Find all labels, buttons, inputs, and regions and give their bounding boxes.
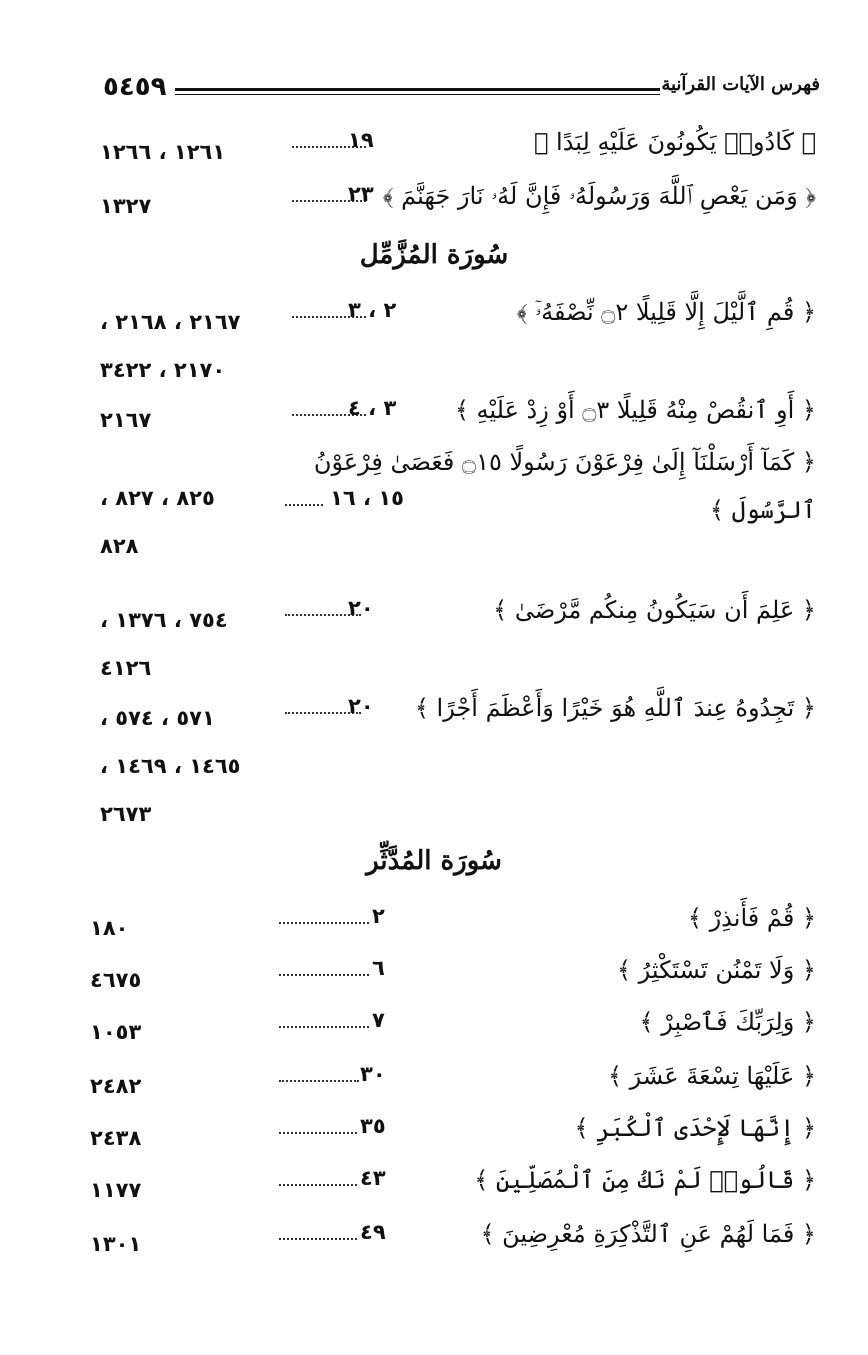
index-entry (0, 1008, 868, 1048)
verse-text: ﴿ قُمْ فَأَنذِرْ ﴾ (687, 904, 816, 932)
verse-text: ﴿ تَجِدُوهُ عِندَ ٱللَّهِ هُوَ خَيْرًا وَأَعْظَمَ أَجْرًا ﴾ (414, 694, 816, 722)
index-entry (0, 904, 868, 944)
ayah-number: ٣٥ (360, 1114, 386, 1138)
index-entry (0, 298, 868, 382)
ayah-number: ٢٠ (348, 596, 374, 620)
page-ref-line: ١٣٢٧ (100, 194, 152, 218)
page-refs (100, 396, 274, 444)
index-entry (0, 128, 868, 168)
header-title: فهرس الآيات القرآنية (661, 74, 820, 95)
ayah-number: ٣٠ (360, 1062, 386, 1086)
page-refs (100, 694, 274, 838)
page-refs (90, 1166, 264, 1214)
page-ref-line: ١٠٥٣ (90, 1020, 142, 1044)
ayah-number: ٢٠ (348, 694, 374, 718)
verse-text-continued: ٱلرَّسُولَ ﴾ (709, 496, 816, 524)
surah-heading: سُورَة المُدَّثِّر (366, 846, 502, 876)
index-entry (0, 1062, 868, 1102)
page-refs (100, 596, 274, 692)
surah-heading: سُورَة المُزَّمِّل (359, 240, 509, 270)
ayah-number: ٦ (372, 956, 385, 980)
verse-text: ﴿ وَلِرَبِّكَ فَٱصْبِرْ ﴾ (639, 1008, 816, 1036)
ayah-number: ٧ (372, 1008, 385, 1032)
verse-text: ﴿ قَالُوا۟ لَمْ نَكُ مِنَ ٱلْمُصَلِّينَ ﴾ (474, 1166, 816, 1194)
page-ref-line: ٤٦٧٥ (90, 968, 142, 992)
verse-text: ﴿ أَوِ ٱنقُصْ مِنْهُ قَلِيلًا ۝٣ أَوْ زِدْ عَلَيْهِ ﴾ (454, 396, 816, 424)
page-header (95, 72, 820, 106)
verse-text: ﴿ عَلَيْهَا تِسْعَةَ عَشَرَ ﴾ (607, 1062, 816, 1090)
page-ref-line: ٢١٦٧ (100, 408, 152, 432)
page-refs (90, 1114, 264, 1162)
dot-leader (279, 922, 369, 924)
index-entry (0, 596, 868, 680)
page-ref-line: ٥٧١ ، ٥٧٤ ، (100, 706, 215, 730)
page-refs (90, 904, 264, 952)
ayah-number: ١٥ ، ١٦ (330, 486, 404, 510)
ayah-number: ٢ ، ٣ (348, 298, 397, 322)
verse-text: ﴿ كَادُوا۟ يَكُونُونَ عَلَيْهِ لِبَدًا ﴾ (534, 128, 816, 156)
page-refs (90, 1220, 264, 1268)
index-entry (0, 1220, 868, 1260)
page-refs (90, 1008, 264, 1056)
index-entry (0, 956, 868, 996)
ayah-number: ٢ (372, 904, 385, 928)
page-ref-line: ١٨٠ (90, 916, 129, 940)
header-rule (175, 88, 660, 95)
dot-leader (279, 1026, 369, 1028)
verse-text: ﴿ فَمَا لَهُمْ عَنِ ٱلتَّذْكِرَةِ مُعْرِضِينَ ﴾ (480, 1220, 816, 1248)
ayah-number: ٢٣ (348, 182, 374, 206)
index-entry (0, 448, 868, 568)
page-ref-line: ١٤٦٥ ، ١٤٦٩ ، (100, 754, 241, 778)
page-refs (100, 128, 274, 176)
page-ref-line: ١٣٠١ (90, 1232, 142, 1256)
page-ref-line: ٢٦٧٣ (100, 802, 152, 826)
index-entry (0, 396, 868, 436)
ayah-number: ٤٣ (360, 1166, 386, 1190)
verse-text: ﴿ قُمِ ٱلَّيْلَ إِلَّا قَلِيلًا ۝٢ نِّصْفَهُۥٓ ﴾ (516, 298, 816, 326)
verse-text: ﴿ وَمَن يَعْصِ ٱللَّهَ وَرَسُولَهُۥ فَإِنَّ لَهُۥ نَارَ جَهَنَّمَ ﴾ (382, 182, 816, 210)
dot-leader (279, 1132, 357, 1134)
page-ref-line: ٢١٦٧ ، ٢١٦٨ ، (100, 310, 241, 334)
ayah-number: ١٩ (348, 128, 374, 152)
verse-text: ﴿ كَمَآ أَرْسَلْنَآ إِلَىٰ فِرْعَوْنَ رَسُولًا ۝١٥ فَعَصَىٰ فِرْعَوْنُ (313, 448, 816, 476)
page-ref-line: ٨٢٨ (100, 534, 139, 558)
dot-leader (285, 504, 323, 506)
index-entry (0, 1114, 868, 1154)
verse-text: ﴿ عَلِمَ أَن سَيَكُونُ مِنكُم مَّرْضَىٰ ﴾ (493, 596, 816, 624)
page-ref-line: ٢٤٨٢ (90, 1074, 142, 1098)
page-ref-line: ٢١٧٠ ، ٣٤٢٢ (100, 358, 226, 382)
dot-leader (279, 1238, 357, 1240)
page-refs (100, 182, 274, 230)
page-refs (90, 956, 264, 1004)
verse-text: ﴿ إِنَّهَا لَإِحْدَى ٱلْكُبَرِ ﴾ (574, 1114, 816, 1142)
page-refs (90, 1062, 264, 1110)
page-refs (100, 298, 274, 394)
ayah-number: ٤٩ (360, 1220, 386, 1244)
page-refs (100, 474, 274, 570)
dot-leader (279, 1080, 359, 1082)
page-ref-line: ٤١٢٦ (100, 656, 152, 680)
ayah-number: ٣ ، ٤ (348, 396, 397, 420)
page-ref-line: ٢٤٣٨ (90, 1126, 142, 1150)
index-entry (0, 694, 868, 826)
index-entry (0, 1166, 868, 1206)
page-ref-line: ٧٥٤ ، ١٣٧٦ ، (100, 608, 228, 632)
page-ref-line: ١٢٦١ ، ١٢٦٦ (100, 140, 226, 164)
index-entry (0, 182, 868, 222)
page-number: ٥٤٥٩ (103, 72, 167, 102)
dot-leader (279, 974, 369, 976)
page-ref-line: ٨٢٥ ، ٨٢٧ ، (100, 486, 215, 510)
verse-text: ﴿ وَلَا تَمْنُن تَسْتَكْثِرُ ﴾ (616, 956, 816, 984)
page-ref-line: ١١٧٧ (90, 1178, 142, 1202)
dot-leader (279, 1184, 357, 1186)
